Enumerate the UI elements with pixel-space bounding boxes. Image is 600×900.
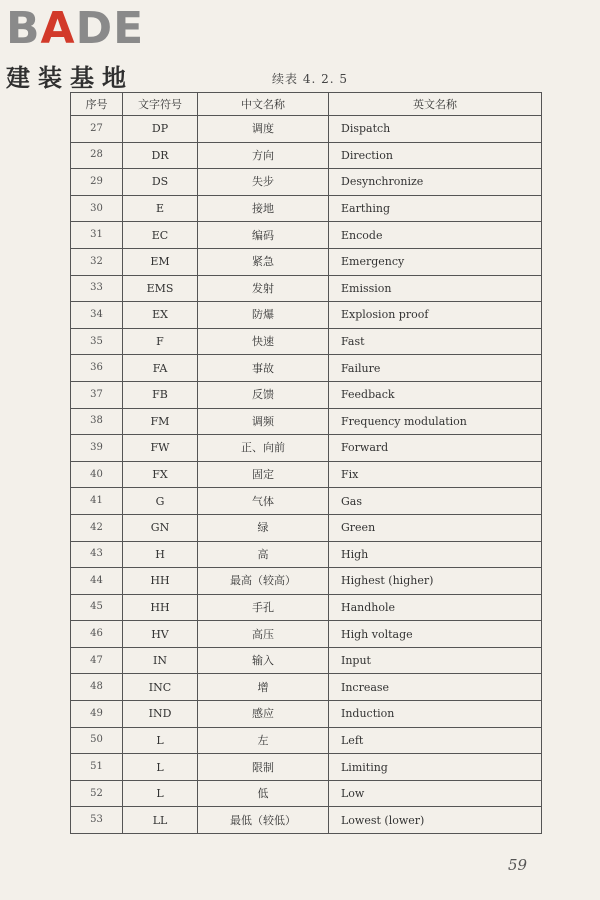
table-row xyxy=(71,142,542,169)
table-row xyxy=(71,435,542,462)
table-row xyxy=(71,461,542,488)
table-row xyxy=(71,594,542,621)
cell-english-name: Explosion proof xyxy=(329,302,542,329)
logo-letters-de: DE xyxy=(75,3,145,54)
table-row xyxy=(71,541,542,568)
cell-no: 32 xyxy=(71,248,123,275)
cell-chinese-name: 反馈 xyxy=(198,381,329,408)
cell-chinese-name: 高压 xyxy=(198,621,329,648)
table-body xyxy=(71,116,542,834)
logo-letter-b: B xyxy=(6,3,41,54)
table-row xyxy=(71,647,542,674)
cell-chinese-name: 紧急 xyxy=(198,248,329,275)
cell-symbol: HH xyxy=(123,568,198,595)
table-row xyxy=(71,754,542,781)
cell-symbol: H xyxy=(123,541,198,568)
cell-chinese-name: 调度 xyxy=(198,116,329,143)
table-row xyxy=(71,621,542,648)
cell-english-name: High xyxy=(329,541,542,568)
table-row xyxy=(71,568,542,595)
cell-chinese-name: 最低（较低） xyxy=(198,807,329,834)
logo-letter-a: A xyxy=(40,3,76,54)
cell-english-name: Limiting xyxy=(329,754,542,781)
cell-english-name: Fast xyxy=(329,328,542,355)
cell-english-name: Gas xyxy=(329,488,542,515)
cell-symbol: L xyxy=(123,780,198,807)
cell-english-name: Forward xyxy=(329,435,542,462)
cell-symbol: DP xyxy=(123,116,198,143)
cell-symbol: FW xyxy=(123,435,198,462)
table-row xyxy=(71,701,542,728)
cell-english-name: Highest (higher) xyxy=(329,568,542,595)
cell-chinese-name: 方向 xyxy=(198,142,329,169)
logo-wordmark xyxy=(6,3,186,54)
cell-chinese-name: 输入 xyxy=(198,647,329,674)
cell-english-name: Dispatch xyxy=(329,116,542,143)
cell-symbol: INC xyxy=(123,674,198,701)
cell-english-name: Green xyxy=(329,514,542,541)
cell-chinese-name: 手孔 xyxy=(198,594,329,621)
table-row xyxy=(71,275,542,302)
cell-symbol: G xyxy=(123,488,198,515)
cell-english-name: Desynchronize xyxy=(329,169,542,196)
cell-symbol: HV xyxy=(123,621,198,648)
cell-no: 42 xyxy=(71,514,123,541)
cell-english-name: Frequency modulation xyxy=(329,408,542,435)
cell-english-name: Direction xyxy=(329,142,542,169)
cell-no: 51 xyxy=(71,754,123,781)
table-header xyxy=(71,93,542,116)
table-caption: 续表 4. 2. 5 xyxy=(272,72,348,86)
cell-no: 34 xyxy=(71,302,123,329)
cell-no: 53 xyxy=(71,807,123,834)
cell-no: 46 xyxy=(71,621,123,648)
cell-no: 47 xyxy=(71,647,123,674)
cell-symbol: GN xyxy=(123,514,198,541)
cell-no: 45 xyxy=(71,594,123,621)
cell-symbol: E xyxy=(123,195,198,222)
cell-chinese-name: 气体 xyxy=(198,488,329,515)
cell-symbol: IND xyxy=(123,701,198,728)
cell-symbol: HH xyxy=(123,594,198,621)
page-number: 59 xyxy=(508,856,528,874)
cell-english-name: Left xyxy=(329,727,542,754)
table-row xyxy=(71,328,542,355)
table-row xyxy=(71,195,542,222)
cell-symbol: LL xyxy=(123,807,198,834)
table-row xyxy=(71,488,542,515)
cell-no: 40 xyxy=(71,461,123,488)
cell-no: 30 xyxy=(71,195,123,222)
cell-chinese-name: 事故 xyxy=(198,355,329,382)
cell-english-name: Increase xyxy=(329,674,542,701)
cell-english-name: Low xyxy=(329,780,542,807)
cell-symbol: EMS xyxy=(123,275,198,302)
table-row xyxy=(71,116,542,143)
cell-english-name: Fix xyxy=(329,461,542,488)
cell-symbol: FB xyxy=(123,381,198,408)
cell-chinese-name: 发射 xyxy=(198,275,329,302)
table-row xyxy=(71,674,542,701)
logo-subtitle: 建装基地 xyxy=(6,64,134,92)
cell-symbol: EM xyxy=(123,248,198,275)
cell-no: 39 xyxy=(71,435,123,462)
cell-no: 36 xyxy=(71,355,123,382)
cell-english-name: Induction xyxy=(329,701,542,728)
cell-chinese-name: 固定 xyxy=(198,461,329,488)
cell-chinese-name: 感应 xyxy=(198,701,329,728)
table-row xyxy=(71,222,542,249)
table-row xyxy=(71,169,542,196)
brand-logo xyxy=(6,3,186,93)
cell-symbol: L xyxy=(123,727,198,754)
cell-no: 33 xyxy=(71,275,123,302)
cell-no: 35 xyxy=(71,328,123,355)
table-row xyxy=(71,381,542,408)
cell-no: 41 xyxy=(71,488,123,515)
cell-english-name: Encode xyxy=(329,222,542,249)
cell-no: 27 xyxy=(71,116,123,143)
cell-no: 31 xyxy=(71,222,123,249)
table-row xyxy=(71,302,542,329)
cell-no: 52 xyxy=(71,780,123,807)
cell-chinese-name: 正、向前 xyxy=(198,435,329,462)
cell-english-name: Emergency xyxy=(329,248,542,275)
cell-symbol: DR xyxy=(123,142,198,169)
cell-english-name: Earthing xyxy=(329,195,542,222)
table-row xyxy=(71,780,542,807)
header-english-name: 英文名称 xyxy=(329,93,542,116)
table-row xyxy=(71,807,542,834)
header-row xyxy=(71,93,542,116)
cell-no: 38 xyxy=(71,408,123,435)
cell-no: 48 xyxy=(71,674,123,701)
cell-chinese-name: 调频 xyxy=(198,408,329,435)
cell-chinese-name: 防爆 xyxy=(198,302,329,329)
cell-english-name: Lowest (lower) xyxy=(329,807,542,834)
cell-chinese-name: 低 xyxy=(198,780,329,807)
cell-english-name: Feedback xyxy=(329,381,542,408)
cell-symbol: L xyxy=(123,754,198,781)
header-no: 序号 xyxy=(71,93,123,116)
cell-symbol: FA xyxy=(123,355,198,382)
cell-symbol: DS xyxy=(123,169,198,196)
cell-chinese-name: 高 xyxy=(198,541,329,568)
table-row xyxy=(71,355,542,382)
cell-symbol: EX xyxy=(123,302,198,329)
cell-no: 37 xyxy=(71,381,123,408)
cell-english-name: Handhole xyxy=(329,594,542,621)
cell-english-name: Failure xyxy=(329,355,542,382)
cell-chinese-name: 接地 xyxy=(198,195,329,222)
cell-no: 29 xyxy=(71,169,123,196)
cell-english-name: Emission xyxy=(329,275,542,302)
table-row xyxy=(71,514,542,541)
cell-chinese-name: 限制 xyxy=(198,754,329,781)
cell-chinese-name: 快速 xyxy=(198,328,329,355)
cell-no: 50 xyxy=(71,727,123,754)
symbols-table xyxy=(70,92,542,834)
cell-english-name: High voltage xyxy=(329,621,542,648)
cell-no: 43 xyxy=(71,541,123,568)
header-symbol: 文字符号 xyxy=(123,93,198,116)
cell-chinese-name: 最高（较高） xyxy=(198,568,329,595)
table-row xyxy=(71,248,542,275)
table-row xyxy=(71,727,542,754)
cell-chinese-name: 绿 xyxy=(198,514,329,541)
cell-chinese-name: 左 xyxy=(198,727,329,754)
cell-chinese-name: 增 xyxy=(198,674,329,701)
cell-symbol: FX xyxy=(123,461,198,488)
cell-no: 44 xyxy=(71,568,123,595)
cell-symbol: F xyxy=(123,328,198,355)
table-row xyxy=(71,408,542,435)
cell-symbol: IN xyxy=(123,647,198,674)
cell-no: 28 xyxy=(71,142,123,169)
cell-english-name: Input xyxy=(329,647,542,674)
cell-no: 49 xyxy=(71,701,123,728)
cell-chinese-name: 编码 xyxy=(198,222,329,249)
cell-symbol: EC xyxy=(123,222,198,249)
cell-chinese-name: 失步 xyxy=(198,169,329,196)
header-chinese-name: 中文名称 xyxy=(198,93,329,116)
cell-symbol: FM xyxy=(123,408,198,435)
